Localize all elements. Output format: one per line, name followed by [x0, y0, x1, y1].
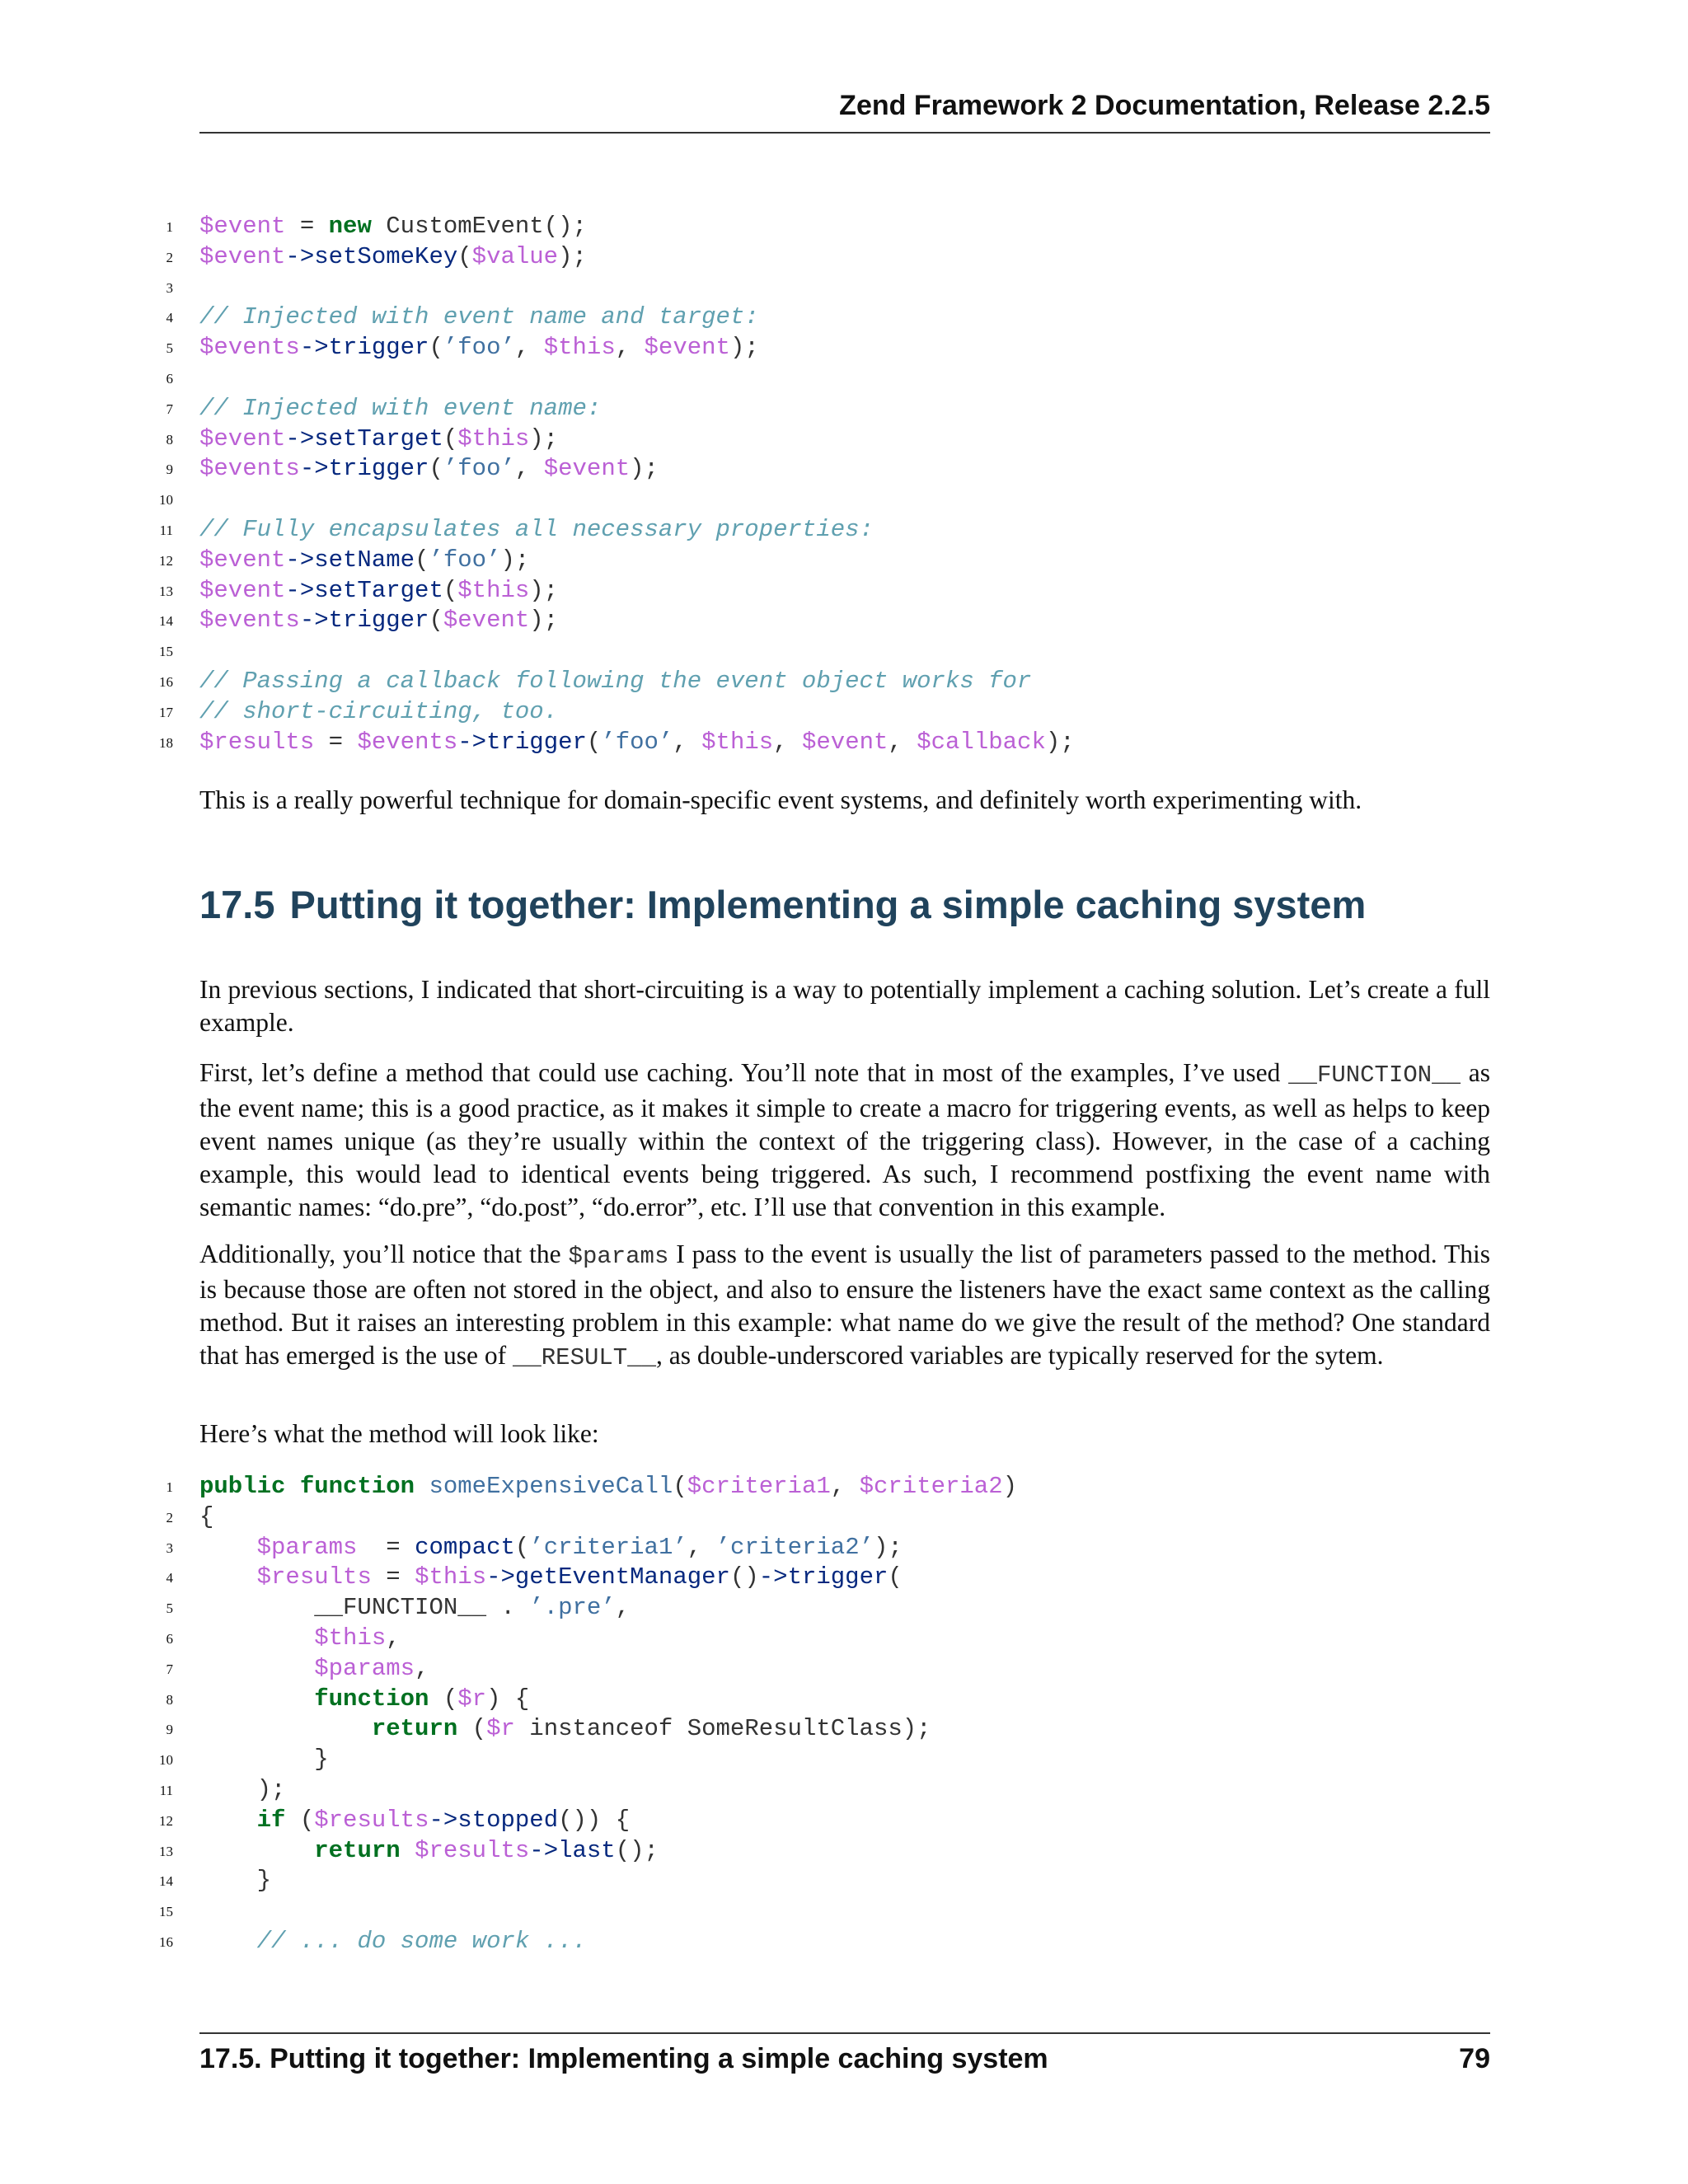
line-number: 8 [166, 431, 173, 448]
paragraph-text: as the event name; this is a good practice, as it makes it simple to create a macro for triggering events, as well as helps to keep event names unique (as they’re usually within the context of the triggering class). However, in the case of a caching example, this would lead to identical events being triggered. As such, I recommend postfixing the event name with semantic names: “do.pre”, “do.post”, “do.error”, etc. I’ll use that convention in this example. [199, 1058, 1490, 1221]
code-token: ( [443, 576, 458, 604]
code-token: ->setTarget [285, 424, 443, 452]
code-line [148, 1806, 1490, 1836]
code-token: , [615, 334, 645, 362]
code-token: ); [199, 1775, 286, 1803]
code-token: new [328, 213, 372, 240]
code-token: function [314, 1685, 429, 1713]
code-token: compact [415, 1533, 515, 1561]
line-number: 12 [159, 1812, 173, 1829]
code-text [199, 1775, 285, 1806]
code-text [199, 1502, 213, 1533]
code-token: , [415, 1654, 429, 1682]
line-number: 14 [159, 1873, 173, 1890]
code-token: $criteria2 [859, 1473, 1003, 1500]
line-number: 14 [159, 613, 173, 630]
code-text [199, 697, 558, 728]
code-text [199, 1806, 630, 1836]
code-token: $params [314, 1654, 415, 1682]
code-token: $events [199, 607, 300, 635]
code-line [148, 1472, 1490, 1502]
code-token: ->getEventManager [486, 1563, 730, 1591]
paragraph-text: First, let’s define a method that could use caching. You’ll note that in most of the examples, I’ve used [199, 1058, 1289, 1087]
code-token: , [514, 455, 544, 483]
code-token: return [314, 1836, 401, 1864]
code-token: , [888, 728, 917, 756]
code-line [148, 606, 1490, 636]
code-line [148, 515, 1490, 546]
code-line [148, 1654, 1490, 1685]
code-line [148, 242, 1490, 273]
code-token [199, 1624, 314, 1652]
line-number: 15 [159, 644, 173, 660]
code-text [199, 1654, 429, 1685]
code-token: ( [586, 728, 602, 756]
code-token: $value [471, 242, 559, 270]
code-line [148, 546, 1490, 576]
code-token: $events [199, 334, 300, 362]
line-number: 16 [159, 1933, 173, 1950]
code-token: $this [701, 728, 774, 756]
code-token: () [729, 1563, 759, 1591]
paragraph-text: Additionally, you’ll notice that the [199, 1240, 569, 1268]
code-line [148, 302, 1490, 333]
code-line [148, 1927, 1490, 1957]
code-token: ->trigger [457, 728, 587, 756]
code-token: ->last [529, 1836, 616, 1864]
code-token: ( [429, 607, 443, 635]
code-token: ); [1045, 728, 1075, 756]
code-line [148, 424, 1490, 455]
code-line [148, 212, 1490, 242]
code-token: return [371, 1715, 458, 1743]
code-token: ( [415, 546, 429, 574]
code-token: ->trigger [299, 455, 429, 483]
code-token: ’criteria2’ [715, 1533, 874, 1561]
code-token: ’foo’ [601, 728, 673, 756]
code-token: $event [199, 242, 286, 270]
code-token: ) [1002, 1473, 1018, 1500]
code-token: ’foo’ [429, 546, 501, 574]
line-number: 17 [159, 704, 173, 720]
code-token [285, 1473, 299, 1500]
code-token: ()) { [558, 1806, 631, 1834]
code-token: $results [314, 1806, 429, 1834]
code-token: } [199, 1746, 329, 1774]
inline-code: __FUNCTION__ [1288, 1062, 1461, 1089]
code-token: __FUNCTION__ . [199, 1594, 530, 1622]
code-text [199, 728, 1075, 758]
code-text [199, 667, 1031, 697]
line-number: 10 [159, 1752, 173, 1769]
code-token: , [830, 1473, 860, 1500]
code-token [199, 1534, 257, 1561]
line-number: 7 [166, 401, 173, 417]
code-text [199, 454, 659, 485]
line-number: 10 [159, 492, 173, 509]
code-token: $callback [917, 728, 1046, 756]
paragraph-text: , as double-underscored variables are typically reserved for the sytem. [655, 1341, 1384, 1370]
code-line [148, 667, 1490, 697]
code-text [199, 424, 558, 455]
code-token: $this [457, 576, 530, 604]
paragraph-text: I pass to the event is usually the list of parameters passed to the method. This is because those are often not stored in the object, and also to ensure the listeners have the exact same context as the calling method. But it raises an interesting problem in this example: what name do we give the result of the method? One standard that has emerged is the use of [199, 1240, 1490, 1370]
code-token: // Injected with event name and target: [199, 303, 759, 331]
code-text [199, 1866, 271, 1896]
code-token: ( [514, 1533, 530, 1561]
code-token: ); [558, 242, 587, 270]
code-token: $criteria1 [687, 1473, 831, 1500]
code-token: ( [429, 1685, 458, 1713]
code-token [199, 1685, 314, 1713]
code-token: = [357, 1533, 415, 1561]
code-token: $this [543, 334, 616, 362]
code-token: // Fully encapsulates all necessary properties: [199, 515, 874, 543]
code-line [148, 1745, 1490, 1775]
line-number: 18 [159, 734, 173, 751]
code-line [148, 454, 1490, 485]
code-token: ( [457, 1715, 487, 1743]
code-token: public [199, 1473, 286, 1500]
code-token: $r [486, 1715, 515, 1743]
line-number: 2 [166, 1509, 173, 1526]
code-token: , [673, 728, 702, 756]
code-text [199, 1593, 630, 1624]
paragraph-define-method [199, 1057, 1490, 1224]
code-text [199, 1472, 1017, 1502]
line-number: 4 [166, 1570, 173, 1586]
line-number: 3 [166, 1540, 173, 1556]
code-text [199, 515, 874, 546]
code-text [199, 212, 587, 242]
code-token: $results [415, 1836, 530, 1864]
code-line [148, 1502, 1490, 1533]
code-token: $results [256, 1563, 372, 1591]
code-token: ->setName [285, 546, 415, 574]
code-line [148, 1836, 1490, 1867]
line-number: 1 [166, 1479, 173, 1495]
line-number: 16 [159, 673, 173, 690]
code-token: , [615, 1594, 631, 1622]
code-line [148, 697, 1490, 728]
code-text [199, 576, 558, 607]
code-token: ); [529, 424, 559, 452]
code-line [148, 333, 1490, 363]
section-title: Putting it together: Implementing a simple caching system [289, 883, 1367, 926]
code-token: $params [256, 1533, 358, 1561]
code-token: $r [457, 1685, 487, 1713]
line-number: 13 [159, 583, 173, 599]
footer-section-title: 17.5. Putting it together: Implementing a simple caching system [199, 2043, 1048, 2074]
code-token: instanceof SomeResultClass); [514, 1715, 931, 1743]
code-token: (); [615, 1836, 659, 1864]
code-line [148, 636, 1490, 667]
code-text [199, 394, 601, 424]
code-token: ); [529, 576, 559, 604]
code-token: ( [429, 334, 443, 362]
code-line [148, 485, 1490, 515]
code-text [199, 606, 558, 636]
code-token: $this [457, 424, 530, 452]
code-line [148, 576, 1490, 607]
inline-code: __RESULT__ [512, 1344, 656, 1371]
code-block-event-examples [148, 212, 1490, 757]
code-line [148, 1563, 1490, 1593]
code-line [148, 394, 1490, 424]
code-token: ->trigger [299, 607, 429, 635]
code-token: $this [415, 1563, 487, 1591]
line-number: 6 [166, 370, 173, 387]
code-token: = [314, 728, 358, 756]
code-token: = [371, 1563, 415, 1591]
line-number: 8 [166, 1691, 173, 1708]
code-token: $event [199, 213, 286, 240]
line-number: 2 [166, 249, 173, 265]
code-token: $results [199, 728, 315, 756]
code-token: $event [199, 546, 286, 574]
code-token [199, 1563, 257, 1591]
code-token: someExpensiveCall [429, 1473, 673, 1500]
code-token: ); [500, 546, 530, 574]
code-text [199, 1745, 329, 1775]
line-number: 9 [166, 1722, 173, 1738]
code-token: ’criteria1’ [529, 1533, 687, 1561]
code-token: CustomEvent(); [371, 213, 587, 240]
line-number: 7 [166, 1661, 173, 1677]
code-token: } [199, 1867, 272, 1895]
code-token: // ... do some work ... [256, 1927, 587, 1955]
section-heading [199, 879, 1490, 931]
code-line [148, 1624, 1490, 1654]
line-number: 5 [166, 1601, 173, 1617]
code-token [199, 1837, 314, 1864]
code-token: ( [457, 242, 472, 270]
paragraph-method-intro: Here’s what the method will look like: [199, 1419, 599, 1448]
paragraph-previous-sections: In previous sections, I indicated that short-circuiting is a way to potentially implement a caching solution. Let’s create a full example. [199, 975, 1490, 1037]
code-line [148, 1593, 1490, 1624]
code-token: ( [888, 1563, 903, 1591]
line-number: 15 [159, 1904, 173, 1920]
code-token: ->setTarget [285, 576, 443, 604]
code-token: ’foo’ [443, 334, 515, 362]
code-token: $event [644, 334, 730, 362]
code-text [199, 1624, 401, 1654]
line-number: 5 [166, 340, 173, 357]
code-token: ); [529, 607, 559, 635]
code-line [148, 273, 1490, 303]
code-line [148, 363, 1490, 394]
code-token: $event [801, 728, 889, 756]
code-token: // Injected with event name: [199, 394, 602, 422]
code-token: ’foo’ [443, 455, 515, 483]
code-token: ->setSomeKey [285, 242, 458, 270]
line-number: 13 [159, 1843, 173, 1859]
code-token: ( [285, 1806, 315, 1834]
code-token: ( [429, 455, 443, 483]
line-number: 11 [159, 522, 173, 538]
code-token: , [687, 1533, 716, 1561]
code-text [199, 1563, 903, 1593]
code-line [148, 1866, 1490, 1896]
code-text [199, 1533, 903, 1563]
code-token: // short-circuiting, too. [199, 697, 559, 725]
page-footer [199, 2032, 1490, 2083]
code-token: ); [630, 455, 659, 483]
page-number: 79 [1459, 2043, 1490, 2074]
line-number: 12 [159, 552, 173, 569]
code-token [199, 1655, 314, 1682]
code-token: $event [199, 576, 286, 604]
code-token: $event [543, 455, 631, 483]
code-text [199, 1927, 587, 1957]
code-token: if [256, 1806, 286, 1834]
code-token: ->trigger [758, 1563, 889, 1591]
code-text [199, 333, 759, 363]
code-token [401, 1837, 415, 1864]
code-block-caching-method [148, 1472, 1490, 1957]
code-token [415, 1473, 429, 1500]
line-number: 6 [166, 1630, 173, 1647]
section-number: 17.5 [199, 883, 275, 926]
page-header [199, 89, 1490, 134]
code-token [199, 1928, 257, 1955]
code-token: ->stopped [429, 1806, 559, 1834]
code-token: = [285, 213, 329, 240]
paragraph-intro: This is a really powerful technique for domain-specific event systems, and definitely worth experimenting with. [199, 785, 1362, 814]
code-text [199, 1685, 529, 1715]
code-text [199, 302, 759, 333]
code-token: function [299, 1473, 415, 1500]
code-text [199, 546, 529, 576]
code-token: ’.pre’ [529, 1594, 616, 1622]
inline-code: $params [568, 1243, 669, 1270]
code-line [148, 1896, 1490, 1927]
code-token [199, 1807, 257, 1834]
line-number: 11 [159, 1782, 173, 1798]
code-text [199, 1836, 659, 1867]
code-token: , [514, 334, 544, 362]
code-line [148, 1685, 1490, 1715]
code-token: ->trigger [299, 334, 429, 362]
code-token: $this [314, 1624, 387, 1652]
code-text [199, 242, 587, 273]
code-token: $event [199, 424, 286, 452]
code-line [148, 1533, 1490, 1563]
code-token: // Passing a callback following the event object works for [199, 667, 1032, 695]
code-line [148, 1714, 1490, 1745]
code-token: , [773, 728, 802, 756]
code-token: $event [443, 607, 530, 635]
line-number: 1 [166, 219, 173, 235]
code-text [199, 1714, 931, 1745]
code-line [148, 728, 1490, 758]
document-title: Zend Framework 2 Documentation, Release 2.2.5 [839, 90, 1490, 121]
code-token: ( [443, 424, 458, 452]
line-number: 9 [166, 462, 173, 478]
paragraph-params [199, 1238, 1490, 1375]
code-token: ); [729, 334, 759, 362]
line-number: 4 [166, 310, 173, 326]
code-token: ( [673, 1473, 687, 1500]
code-token: { [199, 1502, 214, 1530]
code-token: ); [874, 1533, 903, 1561]
code-token: ) { [486, 1685, 530, 1713]
code-line [148, 1775, 1490, 1806]
code-token [199, 1715, 372, 1742]
code-token: , [386, 1624, 401, 1652]
code-token: $events [357, 728, 458, 756]
code-token: $events [199, 455, 300, 483]
line-number: 3 [166, 279, 173, 296]
